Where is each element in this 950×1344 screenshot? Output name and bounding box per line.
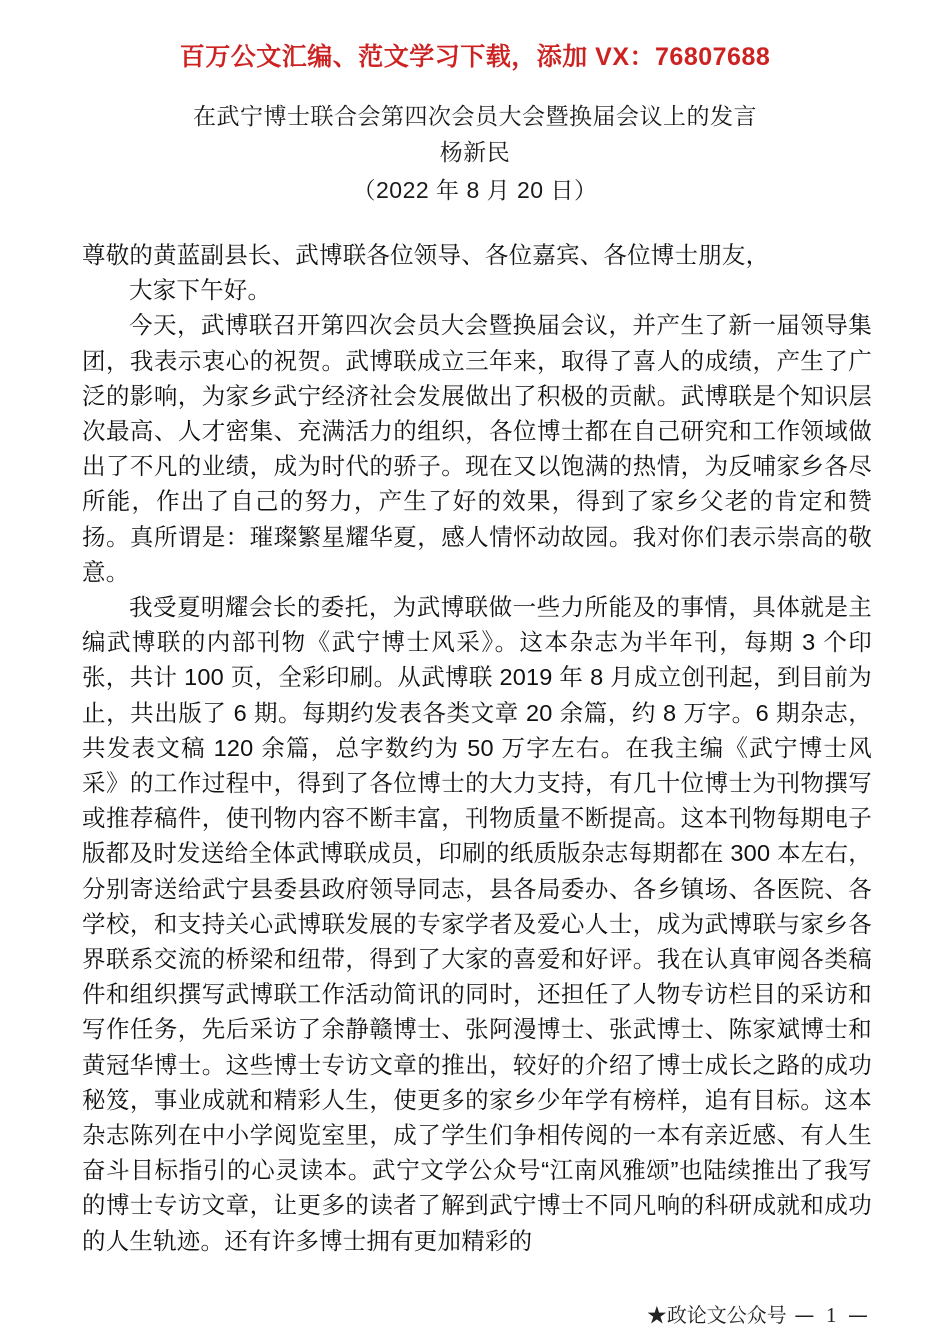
- document-title: 在武宁博士联合会第四次会员大会暨换届会议上的发言: [193, 103, 757, 129]
- footer-account-name: 政论文公众号: [666, 1303, 787, 1327]
- paragraph-greeting: 大家下午好。: [129, 277, 272, 304]
- paragraph-salutation: 尊敬的黄蓝副县长、武博联各位领导、各位嘉宾、各位博士朋友，: [82, 242, 770, 268]
- paragraph-congratulations: 今天，武博联召开第四次会员大会暨换届会议，并产生了新一届领导集团，我表示衷心的祝贺。武博联成立三年来，取得了喜人的成绩，产生了广泛的影响，为家乡武宁经济社会发展做出了积极的贡献。武博联是个知识层次最高、人才密集、充满活力的组织，各位博士都在自己研究和工作领域做出了不凡的业绩，成为时代的骄子。现在又以饱满的热情，为反哺家乡各尽所能，作出了自己的努力，产生了好的效果，得到了家乡父老的肯定和赞扬。真所谓是：璀璨繁星耀华夏，感人情怀动故园。我对你们表示崇高的敬意。: [82, 312, 872, 585]
- page-number: 1: [825, 1303, 837, 1327]
- promo-banner-text: 百万公文汇编、范文学习下载，添加 VX：76807688: [179, 43, 771, 71]
- document-date: （2022 年 8 月 20 日）: [352, 177, 598, 203]
- document-author: 杨新民: [439, 139, 511, 165]
- paragraph-magazine-work: 我受夏明耀会长的委托，为武博联做一些力所能及的事情，具体就是主编武博联的内部刊物《武宁博士风采》。这本杂志为半年刊，每期 3 个印张，共计 100 页，全彩印刷。从武博联 2019 年 8 月成立创刊起，到目前为止，共出版了 6 期。每期约发表各类文章 20 余篇，约 8 万字。6 期杂志，共发表文稿 120 余篇，总字数约为 50 万字左右。在我主编《武宁博士风采》的工作过程中，得到了各位博士的大力支持，有几十位博士为刊物撰写或推荐稿件，使刊物内容不断丰富，刊物质量不断提高。这本刊物每期电子版都及时发送给全体武博联成员，印刷的纸质版杂志每期都在 300 本左右，分别寄送给武宁县委县政府领导同志，县各局委办、各乡镇场、各医院、各学校，和支持关心武博联发展的专家学者及爱心人士，成为武博联与家乡各界联系交流的桥梁和纽带，得到了大家的喜爱和好评。我在认真审阅各类稿件和组织撰写武博联工作活动简讯的同时，还担任了人物专访栏目的采访和写作任务，先后采访了余静赣博士、张阿漫博士、张武博士、陈家斌博士和黄冠华博士。这些博士专访文章的推出，较好的介绍了博士成长之路的成功秘笈，事业成就和精彩人生，使更多的家乡少年学有榜样，追有目标。这本杂志陈列在中小学阅览室里，成了学生们争相传阅的一本有亲近感、有人生奋斗目标指引的心灵读本。武宁文学公众号“江南风雅颂”也陆续推出了我写的博士专访文章，让更多的读者了解到武宁博士不同凡响的科研成就和成功的人生轨迹。还有许多博士拥有更加精彩的: [82, 594, 872, 1254]
- document-body: [82, 238, 872, 1259]
- footer-dash-right: —: [848, 1303, 868, 1327]
- star-icon: ★: [646, 1303, 667, 1327]
- footer-dash-left: —: [794, 1303, 815, 1327]
- page-footer: [0, 1301, 950, 1330]
- title-block: [0, 98, 950, 210]
